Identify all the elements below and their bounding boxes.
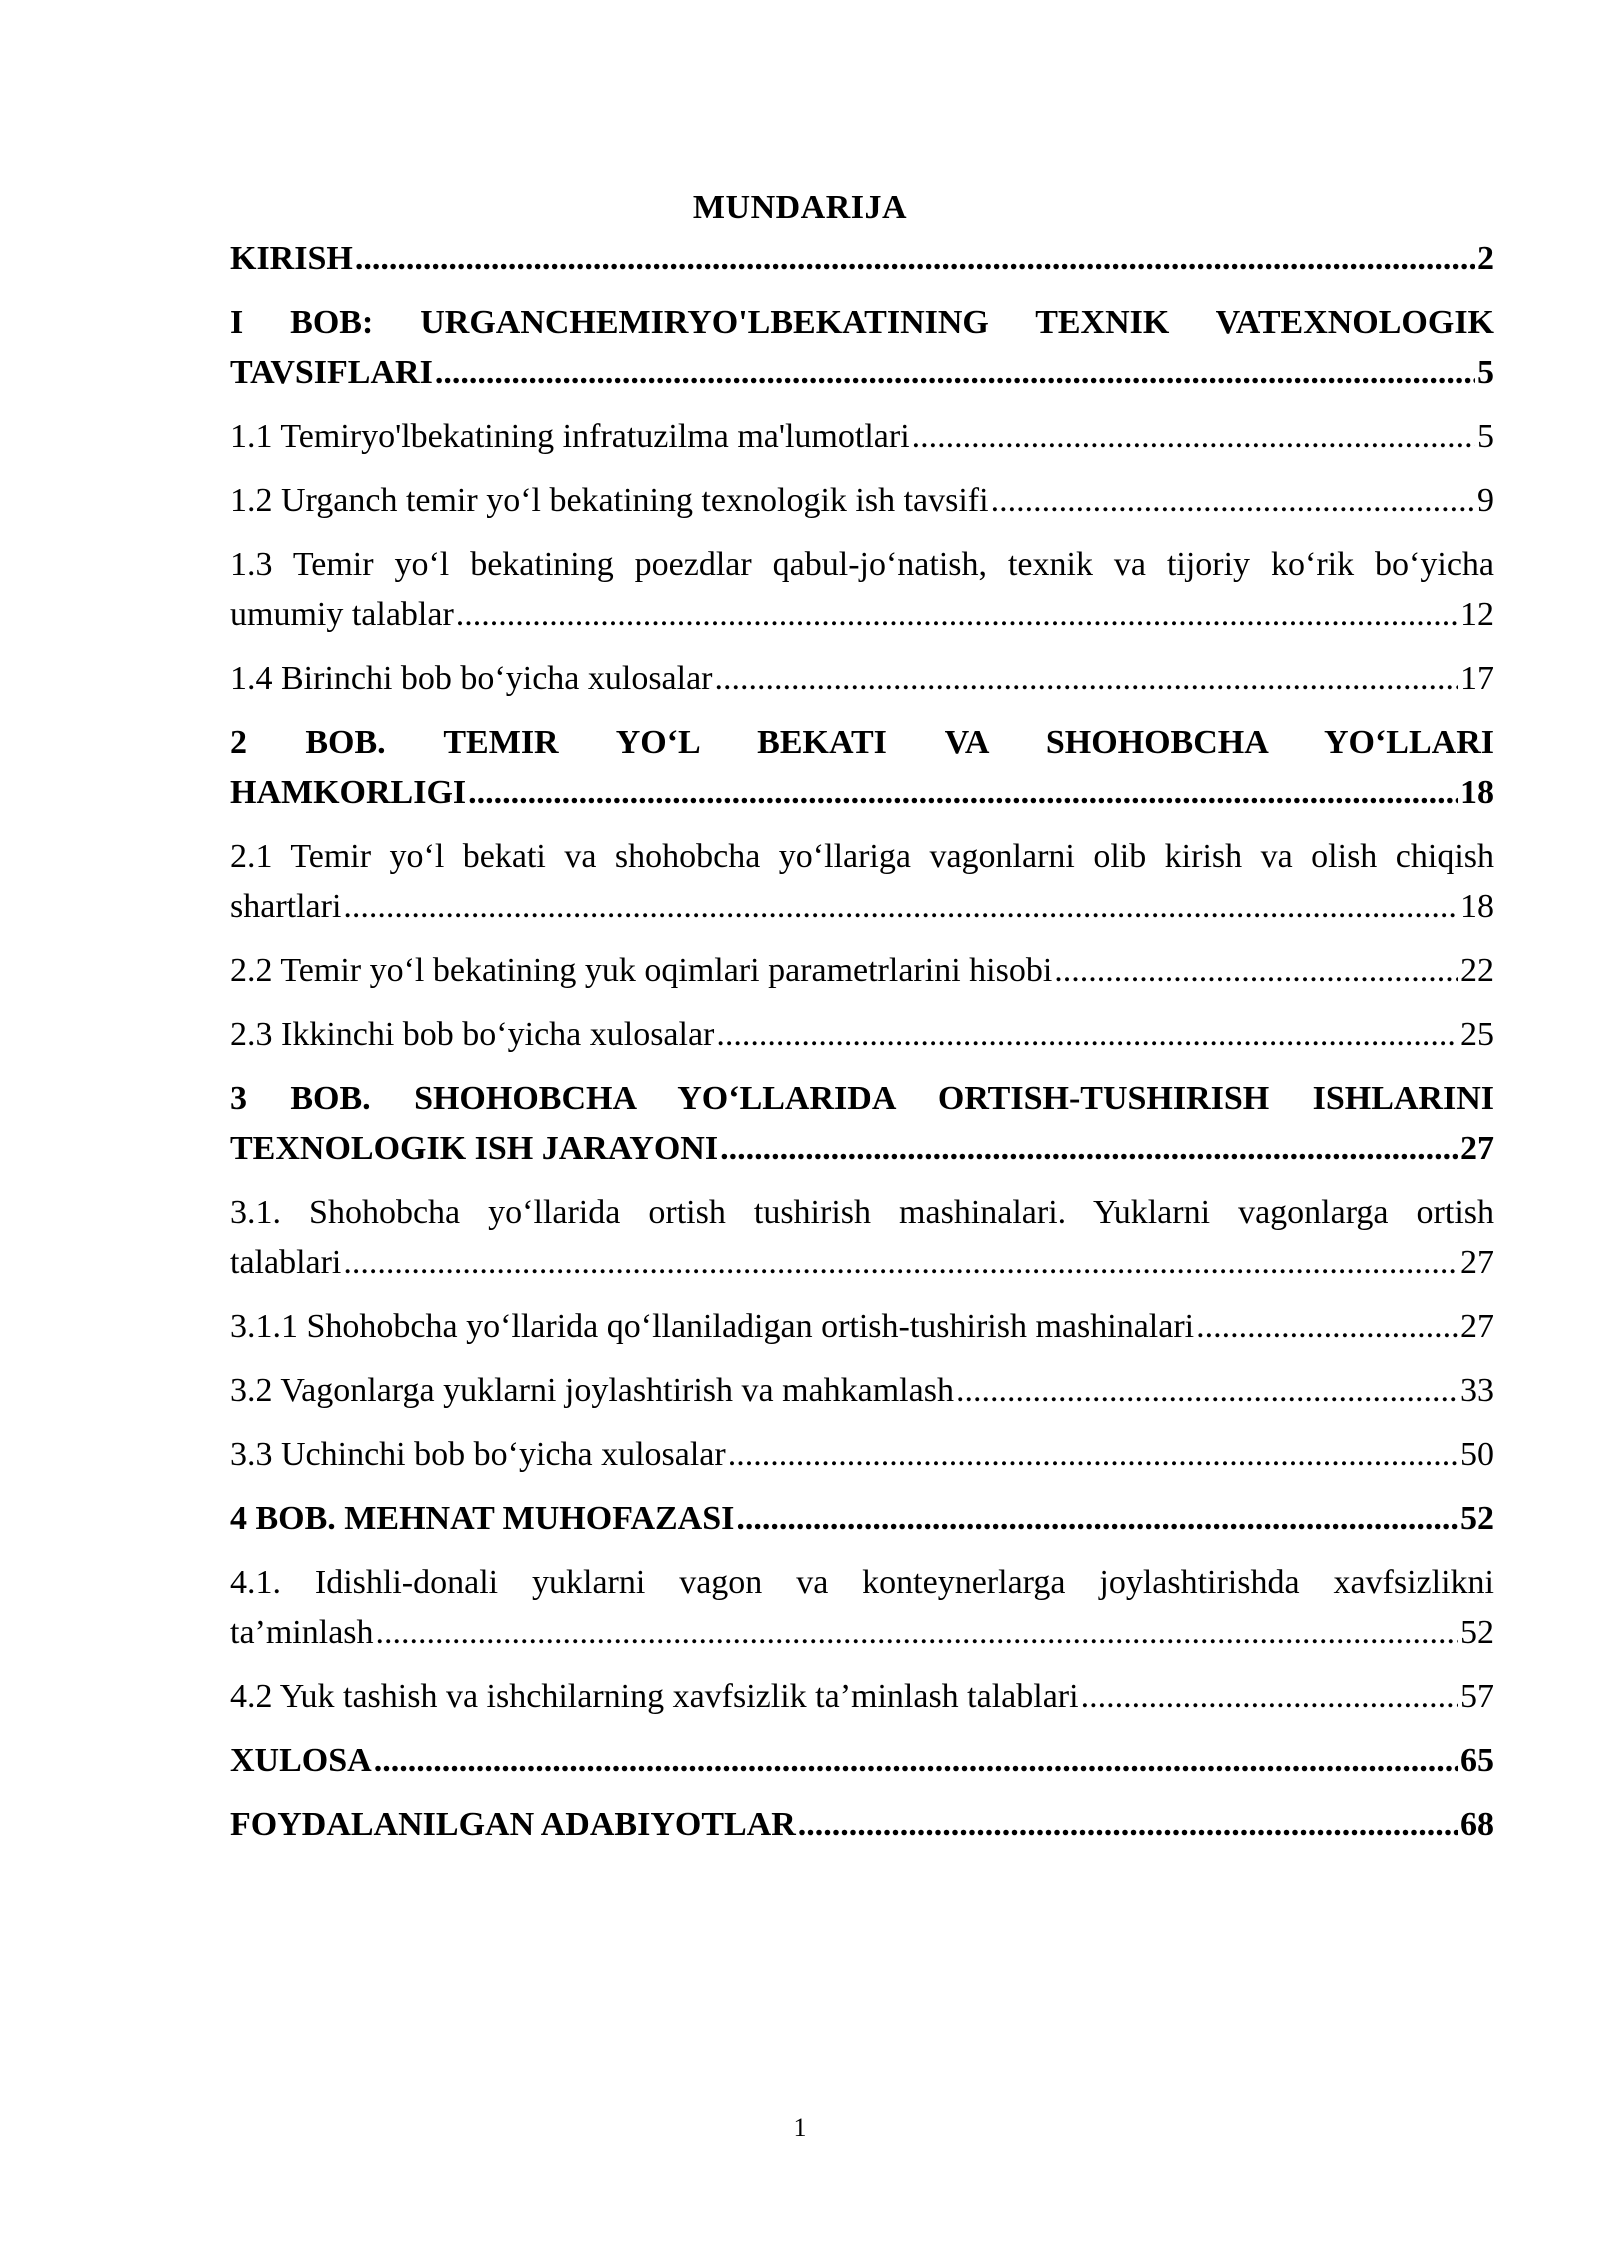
dot-leader (720, 1124, 1458, 1174)
table-of-contents (230, 234, 1494, 1864)
dot-leader (374, 1736, 1458, 1786)
toc-entry-text: 4 BOB. MEHNAT MUHOFAZASI (230, 1500, 735, 1537)
toc-entry-text: XULOSA (230, 1742, 372, 1779)
toc-page-number: 27 (1460, 1130, 1494, 1167)
toc-entry-line (230, 234, 1494, 284)
toc-entry-text: umumiy talablar (230, 596, 454, 633)
toc-page-number: 52 (1460, 1614, 1494, 1651)
toc-entry-line (230, 1736, 1494, 1786)
toc-entry-line (230, 1010, 1494, 1060)
toc-page-number: 68 (1460, 1806, 1494, 1843)
toc-entry (230, 1672, 1494, 1722)
toc-entry-line (230, 1238, 1494, 1288)
dot-leader (956, 1366, 1458, 1416)
dot-leader (343, 1238, 1458, 1288)
toc-entry (230, 540, 1494, 640)
toc-entry-text: 3.3 Uchinchi bob bo‘yicha xulosalar (230, 1436, 726, 1473)
toc-page-number: 12 (1460, 596, 1494, 633)
toc-entry-text: TEXNOLOGIK ISH JARAYONI (230, 1130, 719, 1167)
toc-entry (230, 1302, 1494, 1352)
dot-leader (435, 348, 1475, 398)
dot-leader (912, 412, 1475, 462)
toc-entry-line (230, 882, 1494, 932)
dot-leader (716, 1010, 1458, 1060)
toc-entry-text: talablari (230, 1244, 342, 1281)
toc-page-number: 27 (1460, 1244, 1494, 1281)
toc-page-number: 25 (1460, 1016, 1494, 1053)
toc-entry-line (230, 476, 1494, 526)
toc-entry-text: ta’minlash (230, 1614, 374, 1651)
dot-leader (736, 1494, 1458, 1544)
toc-entry-text: 3.1.1 Shohobcha yo‘llarida qo‘llaniladigan ortish-tushirish mashinalari (230, 1308, 1195, 1345)
toc-entry-text: FOYDALANILGAN ADABIYOTLAR (230, 1806, 796, 1843)
toc-entry-line (230, 946, 1494, 996)
toc-entry-line (230, 590, 1494, 640)
dot-leader (1081, 1672, 1458, 1722)
toc-entry (230, 1010, 1494, 1060)
toc-entry (230, 476, 1494, 526)
toc-entry (230, 1494, 1494, 1544)
toc-page-number: 17 (1460, 660, 1494, 697)
toc-entry (230, 1366, 1494, 1416)
toc-entry-line (230, 654, 1494, 704)
toc-page-number: 18 (1460, 888, 1494, 925)
toc-entry (230, 832, 1494, 932)
toc-entry-text: 2 BOB. TEMIR YO‘L BEKATI VA SHOHOBCHA YO‘LLARI (230, 724, 1494, 761)
toc-page-number: 57 (1460, 1678, 1494, 1715)
toc-page-number: 50 (1460, 1436, 1494, 1473)
toc-entry (230, 1800, 1494, 1850)
toc-entry (230, 298, 1494, 398)
toc-entry (230, 946, 1494, 996)
toc-entry-text: 1.4 Birinchi bob bo‘yicha xulosalar (230, 660, 713, 697)
toc-entry (230, 1736, 1494, 1786)
dot-leader (728, 1430, 1458, 1480)
toc-entry-line (230, 1302, 1494, 1352)
toc-entry-line (230, 412, 1494, 462)
toc-entry-text: HAMKORLIGI (230, 774, 467, 811)
toc-page-number: 2 (1477, 240, 1494, 277)
toc-entry-text: KIRISH (230, 240, 353, 277)
toc-entry-line (230, 1800, 1494, 1850)
dot-leader (715, 654, 1458, 704)
dot-leader (456, 590, 1458, 640)
toc-entry (230, 654, 1494, 704)
page-number: 1 (793, 2113, 807, 2142)
dot-leader (991, 476, 1475, 526)
toc-entry-text: 2.1 Temir yo‘l bekati va shohobcha yo‘llariga vagonlarni olib kirish va olish chiqish (230, 838, 1494, 875)
toc-entry (230, 1558, 1494, 1658)
toc-entry-line (230, 1494, 1494, 1544)
toc-entry-line (230, 348, 1494, 398)
toc-entry-line (230, 1366, 1494, 1416)
toc-entry-line (230, 1608, 1494, 1658)
toc-entry-line (230, 1430, 1494, 1480)
toc-entry-text: 1.1 Temiryo'lbekatining infratuzilma ma'lumotlari (230, 418, 910, 455)
toc-entry-line (230, 768, 1494, 818)
dot-leader (798, 1800, 1458, 1850)
toc-page-number: 5 (1477, 354, 1494, 391)
toc-entry-text: TAVSIFLARI (230, 354, 433, 391)
toc-entry (230, 234, 1494, 284)
toc-title: MUNDARIJA (692, 189, 908, 226)
toc-entry-text: 2.3 Ikkinchi bob bo‘yicha xulosalar (230, 1016, 715, 1053)
toc-entry-text: 1.3 Temir yo‘l bekatining poezdlar qabul-jo‘natish, texnik va tijoriy ko‘rik bo‘yicha (230, 546, 1494, 583)
toc-entry (230, 1074, 1494, 1174)
dot-leader (343, 882, 1458, 932)
toc-page-number: 65 (1460, 1742, 1494, 1779)
toc-entry-text: 4.2 Yuk tashish va ishchilarning xavfsizlik ta’minlash talablari (230, 1678, 1079, 1715)
toc-page-number: 18 (1460, 774, 1494, 811)
toc-entry-text: 4.1. Idishli-donali yuklarni vagon va konteynerlarga joylashtirishda xavfsizlikni (230, 1564, 1494, 1601)
toc-page-number: 52 (1460, 1500, 1494, 1537)
dot-leader (355, 234, 1475, 284)
toc-entry (230, 718, 1494, 818)
toc-entry-text: shartlari (230, 888, 342, 925)
toc-entry-text: 1.2 Urganch temir yo‘l bekatining texnologik ish tavsifi (230, 482, 989, 519)
toc-entry (230, 412, 1494, 462)
toc-entry (230, 1430, 1494, 1480)
toc-entry-text: 3.2 Vagonlarga yuklarni joylashtirish va mahkamlash (230, 1372, 954, 1409)
dot-leader (376, 1608, 1458, 1658)
toc-page-number: 33 (1460, 1372, 1494, 1409)
dot-leader (1054, 946, 1458, 996)
toc-page-number: 27 (1460, 1308, 1494, 1345)
toc-entry-line (230, 1124, 1494, 1174)
dot-leader (468, 768, 1458, 818)
toc-entry-line (230, 1672, 1494, 1722)
toc-page-number: 22 (1460, 952, 1494, 989)
toc-entry-text: 2.2 Temir yo‘l bekatining yuk oqimlari parametrlarini hisobi (230, 952, 1053, 989)
toc-entry-text: 3 BOB. SHOHOBCHA YO‘LLARIDA ORTISH-TUSHIRISH ISHLARINI (230, 1080, 1494, 1117)
toc-page-number: 5 (1477, 418, 1494, 455)
toc-entry-text: 3.1. Shohobcha yo‘llarida ortish tushirish mashinalari. Yuklarni vagonlarga ortish (230, 1194, 1494, 1231)
toc-entry (230, 1188, 1494, 1288)
toc-entry-text: I BOB: URGANCHEMIRYO'LBEKATINING TEXNIK VATEXNOLOGIK (230, 304, 1494, 341)
toc-page-number: 9 (1477, 482, 1494, 519)
dot-leader (1196, 1302, 1458, 1352)
